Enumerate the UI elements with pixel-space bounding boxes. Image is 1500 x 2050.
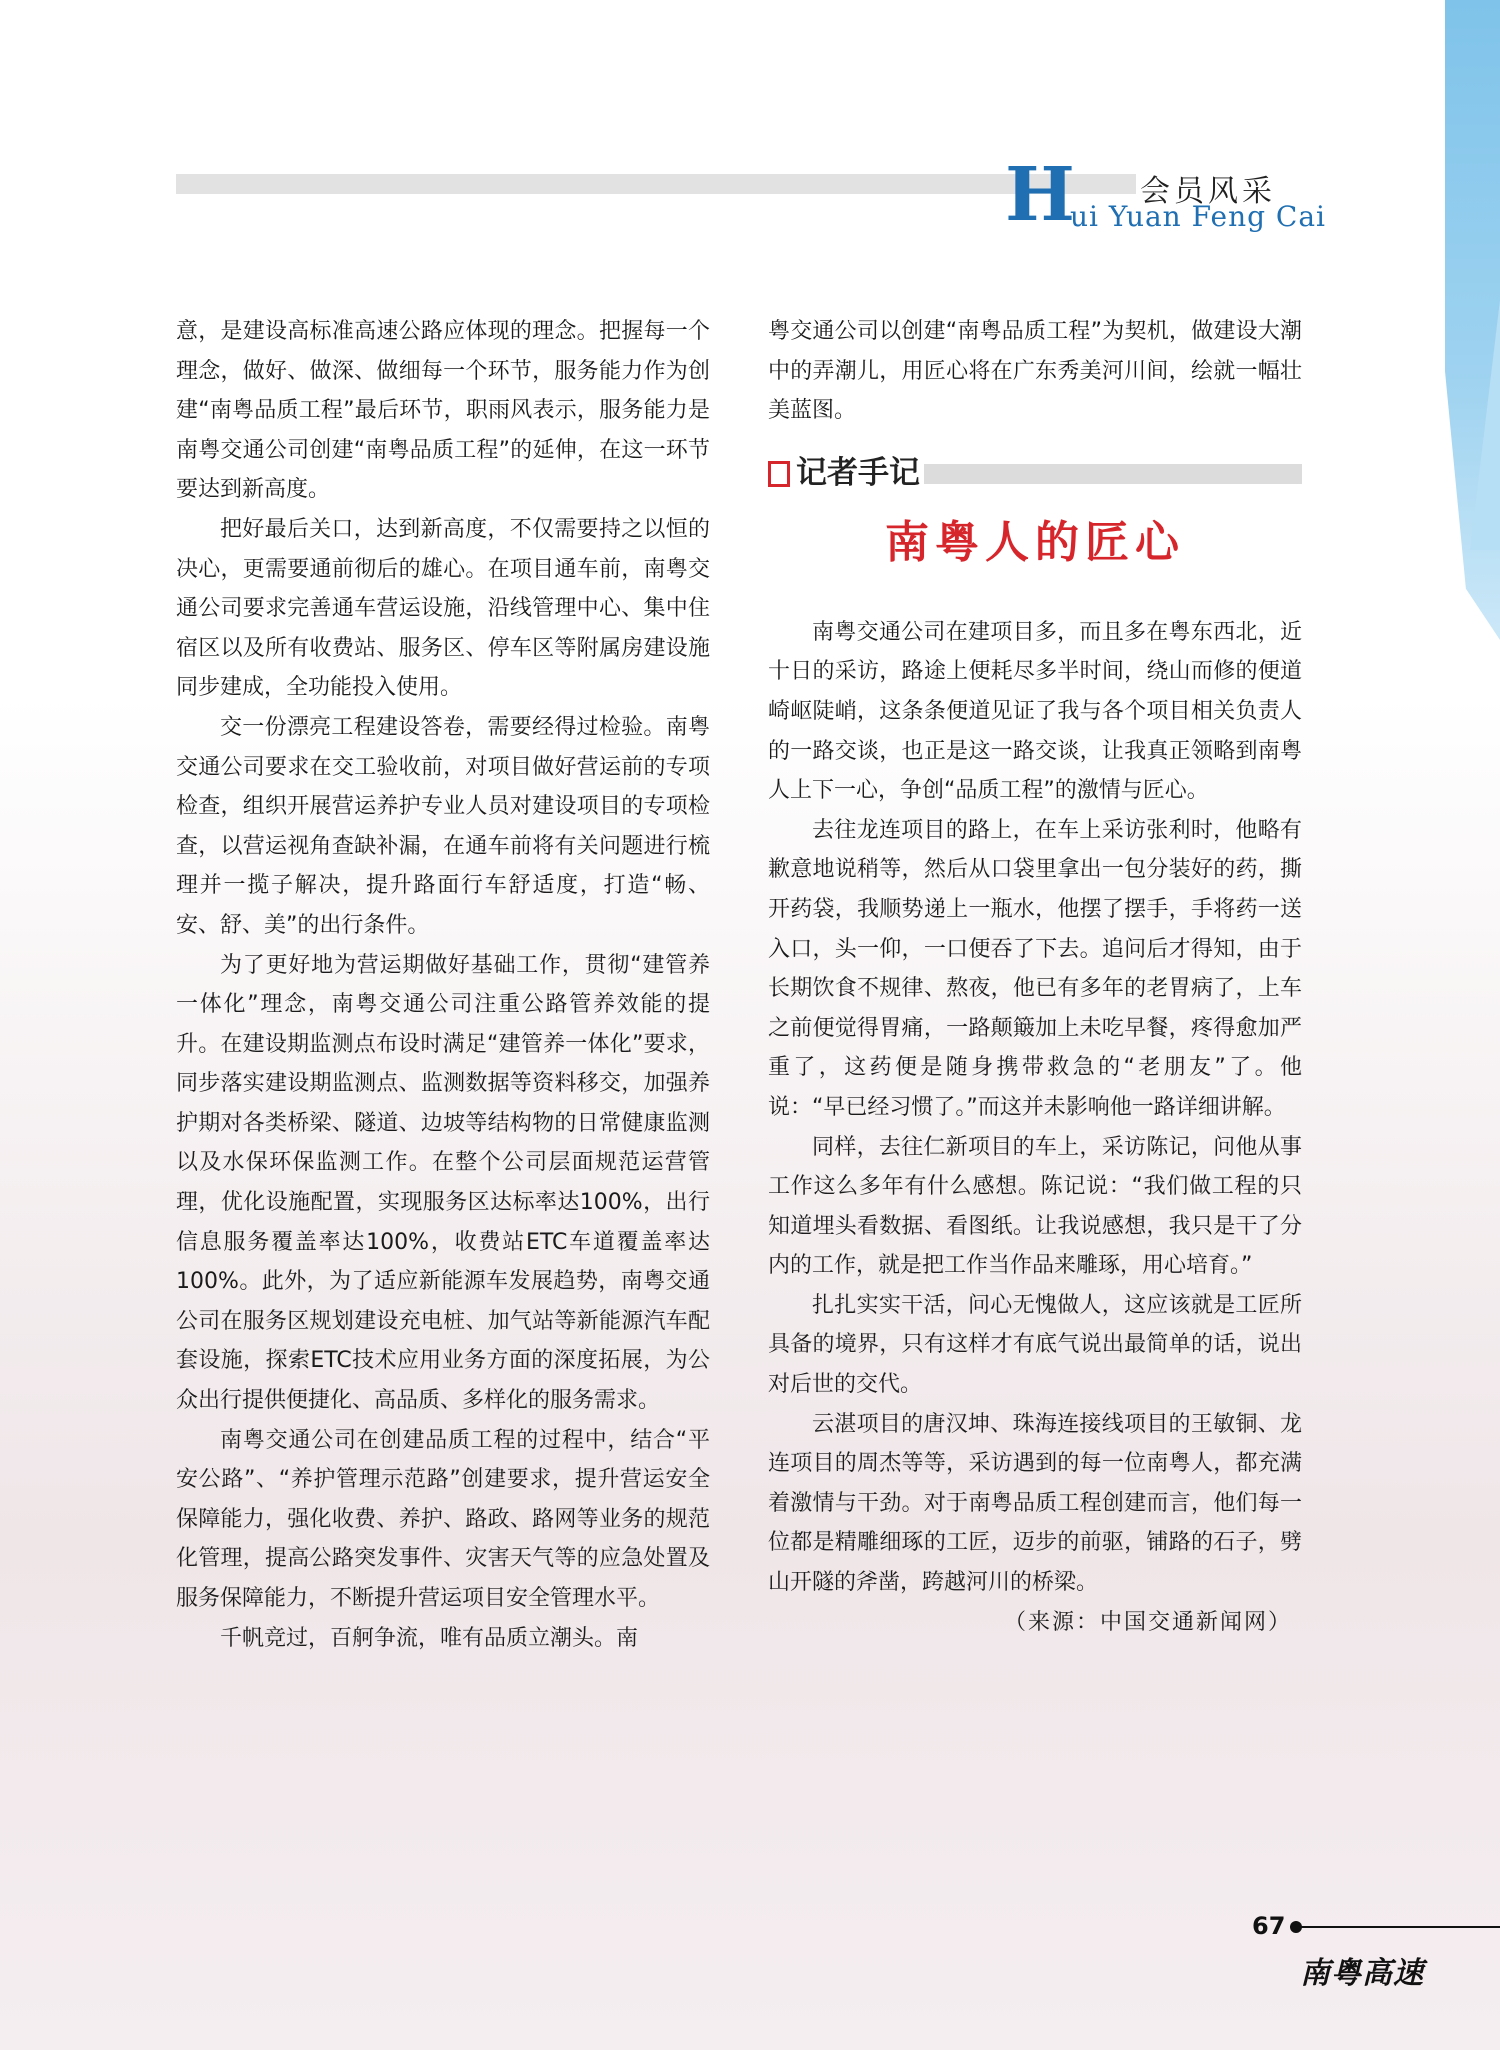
header-initial: H — [1005, 152, 1075, 238]
paragraph: 去往龙连项目的路上，在车上采访张利时，他略有歉意地说稍等，然后从口袋里拿出一包分装好的药，撕开药袋，我顺势递上一瓶水，他摆了摆手，手将药一送入口，头一仰，一口便吞了下去。追问后才得知，由于长期饮食不规律、熬夜，他已有多年的老胃病了，上车之前便觉得胃痛，一路颠簸加上未吃早餐，疼得愈加严重了，这药便是随身携带救急的“老朋友”了。他说：“早已经习惯了。”而这并未影响他一路详细讲解。 — [768, 817, 1302, 1120]
paragraph: 云湛项目的唐汉坤、珠海连接线项目的王敏铜、龙连项目的周杰等等，采访遇到的每一位南粤人，都充满着激情与干劲。对于南粤品质工程创建而言，他们每一位都是精雕细琢的工匠，迈步的前驱，铺路的石子，劈山开隧的斧凿，跨越河川的桥梁。 — [768, 1411, 1302, 1596]
paragraph: 把好最后关口，达到新高度，不仅需要持之以恒的决心，更需要通前彻后的雄心。在项目通车前，南粤交通公司要求完善通车营运设施，沿线管理中心、集中住宿区以及所有收费站、服务区、停车区等附属房建设施同步建成，全功能投入使用。 — [176, 516, 710, 701]
header-bar — [176, 174, 1136, 194]
right-column — [768, 312, 1302, 1642]
reporter-notes-header — [768, 451, 1302, 497]
page-number: 67 — [1252, 1912, 1286, 1940]
paragraph: 为了更好地为营运期做好基础工作，贯彻“建管养一体化”理念，南粤交通公司注重公路管养效能的提升。在建设期监测点布设时满足“建管养一体化”要求，同步落实建设期监测点、监测数据等资料移交，加强养护期对各类桥梁、隧道、边坡等结构物的日常健康监测以及水保环保监测工作。在整个公司层面规范运营管理，优化设施配置，实现服务区达标率达100%，出行信息服务覆盖率达100%，收费站ETC车道覆盖率达100%。此外，为了适应新能源车发展趋势，南粤交通公司在服务区规划建设充电桩、加气站等新能源汽车配套设施，探索ETC技术应用业务方面的深度拓展，为公众出行提供便捷化、高品质、多样化的服务需求。 — [176, 952, 710, 1414]
paragraph: 南粤交通公司在建项目多，而且多在粤东西北，近十日的采访，路途上便耗尽多半时间，绕山而修的便道崎岖陡峭，这条条便道见证了我与各个项目相关负责人的一路交谈，也正是这一路交谈，让我真正领略到南粤人上下一心，争创“品质工程”的激情与匠心。 — [768, 619, 1302, 804]
left-column — [176, 312, 710, 1658]
section-title-en: ui Yuan Feng Cai — [1070, 200, 1326, 233]
paragraph: 千帆竞过，百舸争流，唯有品质立潮头。南 — [220, 1625, 639, 1651]
section-bar — [924, 464, 1302, 484]
paragraph: 同样，去往仁新项目的车上，采访陈记，问他从事工作这么多年有什么感想。陈记说：“我们做工程的只知道埋头看数据、看图纸。让我说感想，我只是干了分内的工作，就是把工作当作品来雕琢，用心培育。” — [768, 1134, 1302, 1279]
reporter-notes-label: 记者手记 — [796, 454, 920, 491]
section-title-cn: 会员风采 — [1140, 174, 1276, 209]
paragraph: 意，是建设高标准高速公路应体现的理念。把握每一个理念，做好、做深、做细每一个环节，服务能力作为创建“南粤品质工程”最后环节，职雨风表示，服务能力是南粤交通公司创建“南粤品质工程”的延伸，在这一环节要达到新高度。 — [176, 319, 710, 503]
paragraph: 交一份漂亮工程建设答卷，需要经得过检验。南粤交通公司要求在交工验收前，对项目做好营运前的专项检查，组织开展营运养护专业人员对建设项目的专项检查，以营运视角查缺补漏，在通车前将有关问题进行梳理并一揽子解决，提升路面行车舒适度，打造“畅、安、舒、美”的出行条件。 — [176, 714, 710, 938]
paragraph: 扎扎实实干活，问心无愧做人，这应该就是工匠所具备的境界，只有这样才有底气说出最简单的话，说出对后世的交代。 — [768, 1292, 1302, 1398]
square-box-icon — [768, 461, 790, 487]
source-credit: （来源：中国交通新闻网） — [1003, 1609, 1292, 1635]
article-title: 南粤人的匠心 — [885, 516, 1185, 568]
paragraph: 南粤交通公司在创建品质工程的过程中，结合“平安公路”、“养护管理示范路”创建要求，提升营运安全保障能力，强化收费、养护、路政、路网等业务的规范化管理，提高公路突发事件、灾害天气等的应急处置及服务保障能力，不断提升营运项目安全管理水平。 — [176, 1427, 710, 1611]
paragraph: 粤交通公司以创建“南粤品质工程”为契机，做建设大潮中的弄潮儿，用匠心将在广东秀美河川间，绘就一幅壮美蓝图。 — [768, 319, 1302, 424]
magazine-logo: 南粤高速 — [1300, 1956, 1424, 1991]
footer-rule — [1296, 1926, 1500, 1928]
